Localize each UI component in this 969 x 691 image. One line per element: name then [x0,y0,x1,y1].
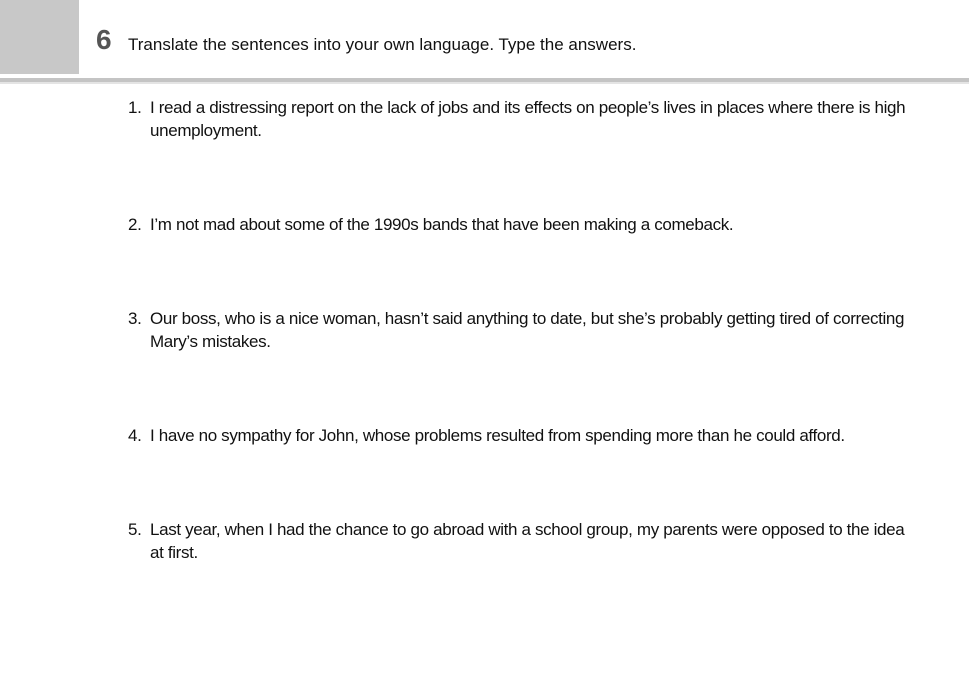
sentence-number: 1. [128,98,142,117]
sentence-item-2 [128,213,908,236]
sentence-item-3 [128,307,908,353]
exercise-number: 6 [96,24,112,55]
sentence-text: Last year, when I had the chance to go abroad with a school group, my parents were opposed to the idea at first. [150,520,905,562]
header-divider-shadow [0,82,969,84]
sentence-number: 3. [128,309,142,328]
sentence-item-5 [128,518,908,564]
sentence-number: 5. [128,520,142,539]
exercise-header [0,0,969,74]
exercise-tab [0,0,79,74]
sentence-item-1 [128,96,908,142]
sentence-item-4 [128,424,908,447]
sentence-number: 2. [128,215,142,234]
sentence-text: I read a distressing report on the lack of jobs and its effects on people’s lives in places where there is high unemployment. [150,98,906,140]
sentence-text: I’m not mad about some of the 1990s bands that have been making a comeback. [150,215,734,234]
sentence-text: Our boss, who is a nice woman, hasn’t said anything to date, but she’s probably getting tired of correcting Mary’s mistakes. [150,309,905,351]
sentence-number: 4. [128,426,142,445]
exercise-instruction: Translate the sentences into your own language. Type the answers. [128,35,637,54]
sentence-text: I have no sympathy for John, whose problems resulted from spending more than he could afford. [150,426,845,445]
